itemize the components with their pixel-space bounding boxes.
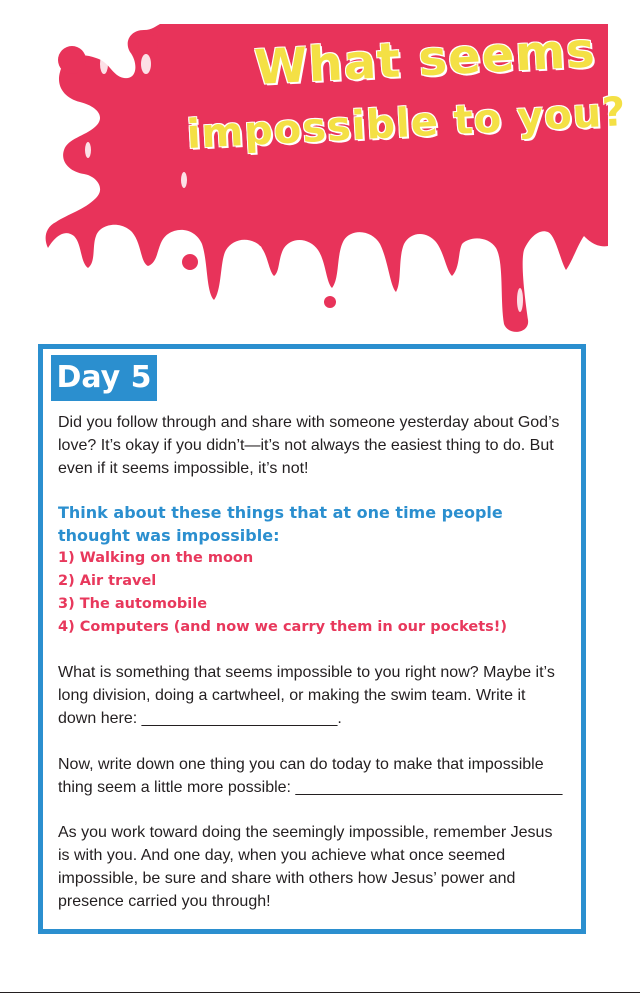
splat-highlight [257,246,263,266]
day-label: Day 5 [51,355,157,401]
splat-highlight [141,54,151,74]
splat-highlight [351,248,357,268]
list-item: 3) The automobile [58,596,208,612]
splat-drop [138,34,158,54]
splat-highlight [181,172,187,188]
splat-highlight [85,142,91,158]
impossible-things-list [58,547,563,639]
splat-highlight [417,256,423,276]
splat-highlight [517,288,523,312]
bottom-divider [0,992,640,993]
list-item: 4) Computers (and now we carry them in our pockets!) [58,619,508,635]
splat-drop [324,296,336,308]
list-item: 2) Air travel [58,573,157,589]
intro-paragraph: Did you follow through and share with someone yesterday about God’s love? It’s okay if you didn’t—it’s not always the easiest thing to do. But even if it seems impossible, it’s not! [58,414,560,477]
list-item: 1) Walking on the moon [58,550,254,566]
think-heading: Think about these things that at one time people thought was impossible: [58,503,503,545]
prompt-paragraph-1: What is something that seems impossible to you right now? Maybe it’s long division, doing a cartwheel, or making the swim team. Write it down here: ______________________. [58,664,555,727]
splat-drop [58,46,86,74]
page-title-line-2: impossible to you? [185,89,628,158]
splat-drop [182,254,198,270]
page-title-line-1: What seems [253,22,597,96]
day-card [38,344,586,934]
prompt-paragraph-2: Now, write down one thing you can do today to make that impossible thing seem a little more possible: ______________________________ [58,756,563,796]
splat-highlight [100,54,108,74]
closing-paragraph: As you work toward doing the seemingly impossible, remember Jesus is with you. And one day, when you achieve what once seemed impossible, be sure and share with others how Jesus’ power and presence carried you through! [58,824,553,910]
